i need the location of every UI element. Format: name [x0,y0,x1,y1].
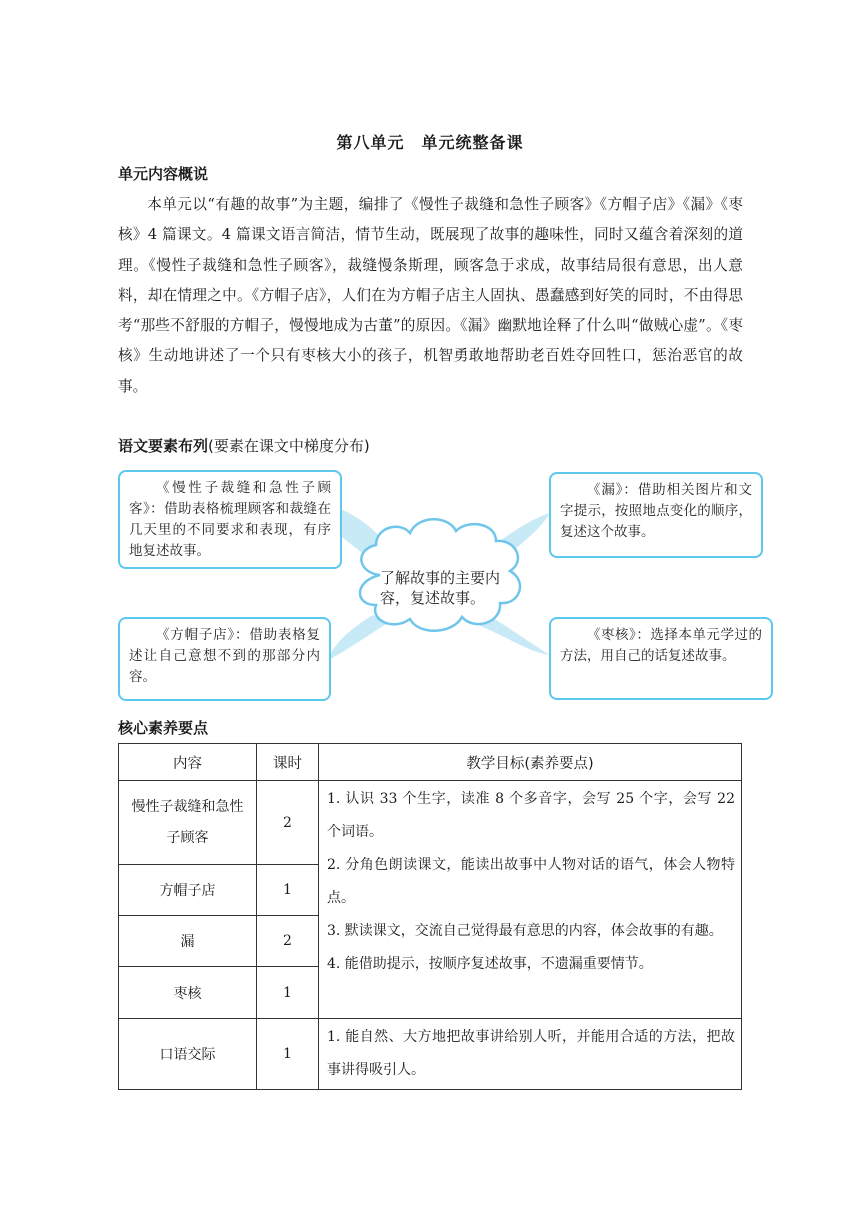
header-hours: 课时 [257,744,319,781]
cell-hours: 1 [257,865,319,916]
cell-content: 枣核 [119,967,257,1019]
core-literacy-table [118,743,742,1090]
section-heading-core: 核心素养要点 [118,719,209,737]
elements-subheading: (要素在课文中梯度分布) [208,437,370,455]
element-box-leak: 《漏》：借助相关图片和文字提示，按照地点变化的顺序，复述这个故事。 [549,472,763,558]
cell-hours: 2 [257,781,319,865]
element-box-hat-shop: 《方帽子店》：借助表格复述让自己意想不到的那部分内容。 [118,617,331,701]
table-row [119,1019,742,1090]
element-box-date-pit: 《枣核》：选择本单元学过的方法，用自己的话复述故事。 [549,617,773,700]
elements-heading-text: 语文要素布列 [118,437,209,455]
table-header-row [119,744,742,781]
goal-item: 2. 分角色朗读课文，能读出故事中人物对话的语气，体会人物特点。 [327,857,735,906]
cell-goals-oral [319,1019,742,1090]
header-content: 内容 [119,744,257,781]
element-box-tailor: 《慢性子裁缝和急性子顾客》：借助表格梳理顾客和裁缝在几天里的不同要求和表现，有序地复述故事。 [118,470,342,569]
cell-content: 慢性子裁缝和急性子顾客 [119,781,257,865]
page-title: 第八单元 单元统整备课 [336,133,524,152]
section-heading-elements [118,435,370,456]
overview-paragraph: 本单元以“有趣的故事”为主题，编排了《慢性子裁缝和急性子顾客》《方帽子店》《漏》《枣核》4 篇课文。4 篇课文语言简洁，情节生动，既展现了故事的趣味性，同时又蕴含着深刻的道理。《慢性子裁缝和急性子顾客》，裁缝慢条斯理，顾客急于求成，故事结局很有意思，出人意料，却在情理之中。《方帽子店》，人们在为方帽子店主人固执、愚蠢感到好笑的同时，不由得思考“那些不舒服的方帽子，慢慢地成为古董”的原因。《漏》幽默地诠释了什么叫“做贼心虚”。《枣核》生动地讲述了一个只有枣核大小的孩子，机智勇敢地帮助老百姓夺回牲口，惩治恶官的故事。 [118,196,743,395]
goal-item: 1. 认识 33 个生字，读准 8 个多音字，会写 25 个字，会写 22 个词语。 [327,791,735,840]
cell-hours: 1 [257,1019,319,1090]
cell-goals-main [319,781,742,1019]
cell-content: 口语交际 [119,1019,257,1090]
header-goals: 教学目标(素养要点) [319,744,742,781]
cell-content: 方帽子店 [119,865,257,916]
cloud-text: 了解故事的主要内容，复述故事。 [380,569,501,607]
cell-hours: 2 [257,916,319,967]
cell-content: 漏 [119,916,257,967]
goal-item: 3. 默读课文，交流自己觉得最有意思的内容，体会故事的有趣。 [327,923,723,939]
section-heading-overview: 单元内容概说 [118,165,209,183]
table-row [119,781,742,865]
connector-bottom-left [328,615,388,660]
goal-item: 4. 能借助提示，按顺序复述故事，不遗漏重要情节。 [327,956,653,972]
cell-hours: 1 [257,967,319,1019]
goal-item: 1. 能自然、大方地把故事讲给别人听，并能用合适的方法，把故事讲得吸引人。 [327,1029,735,1078]
